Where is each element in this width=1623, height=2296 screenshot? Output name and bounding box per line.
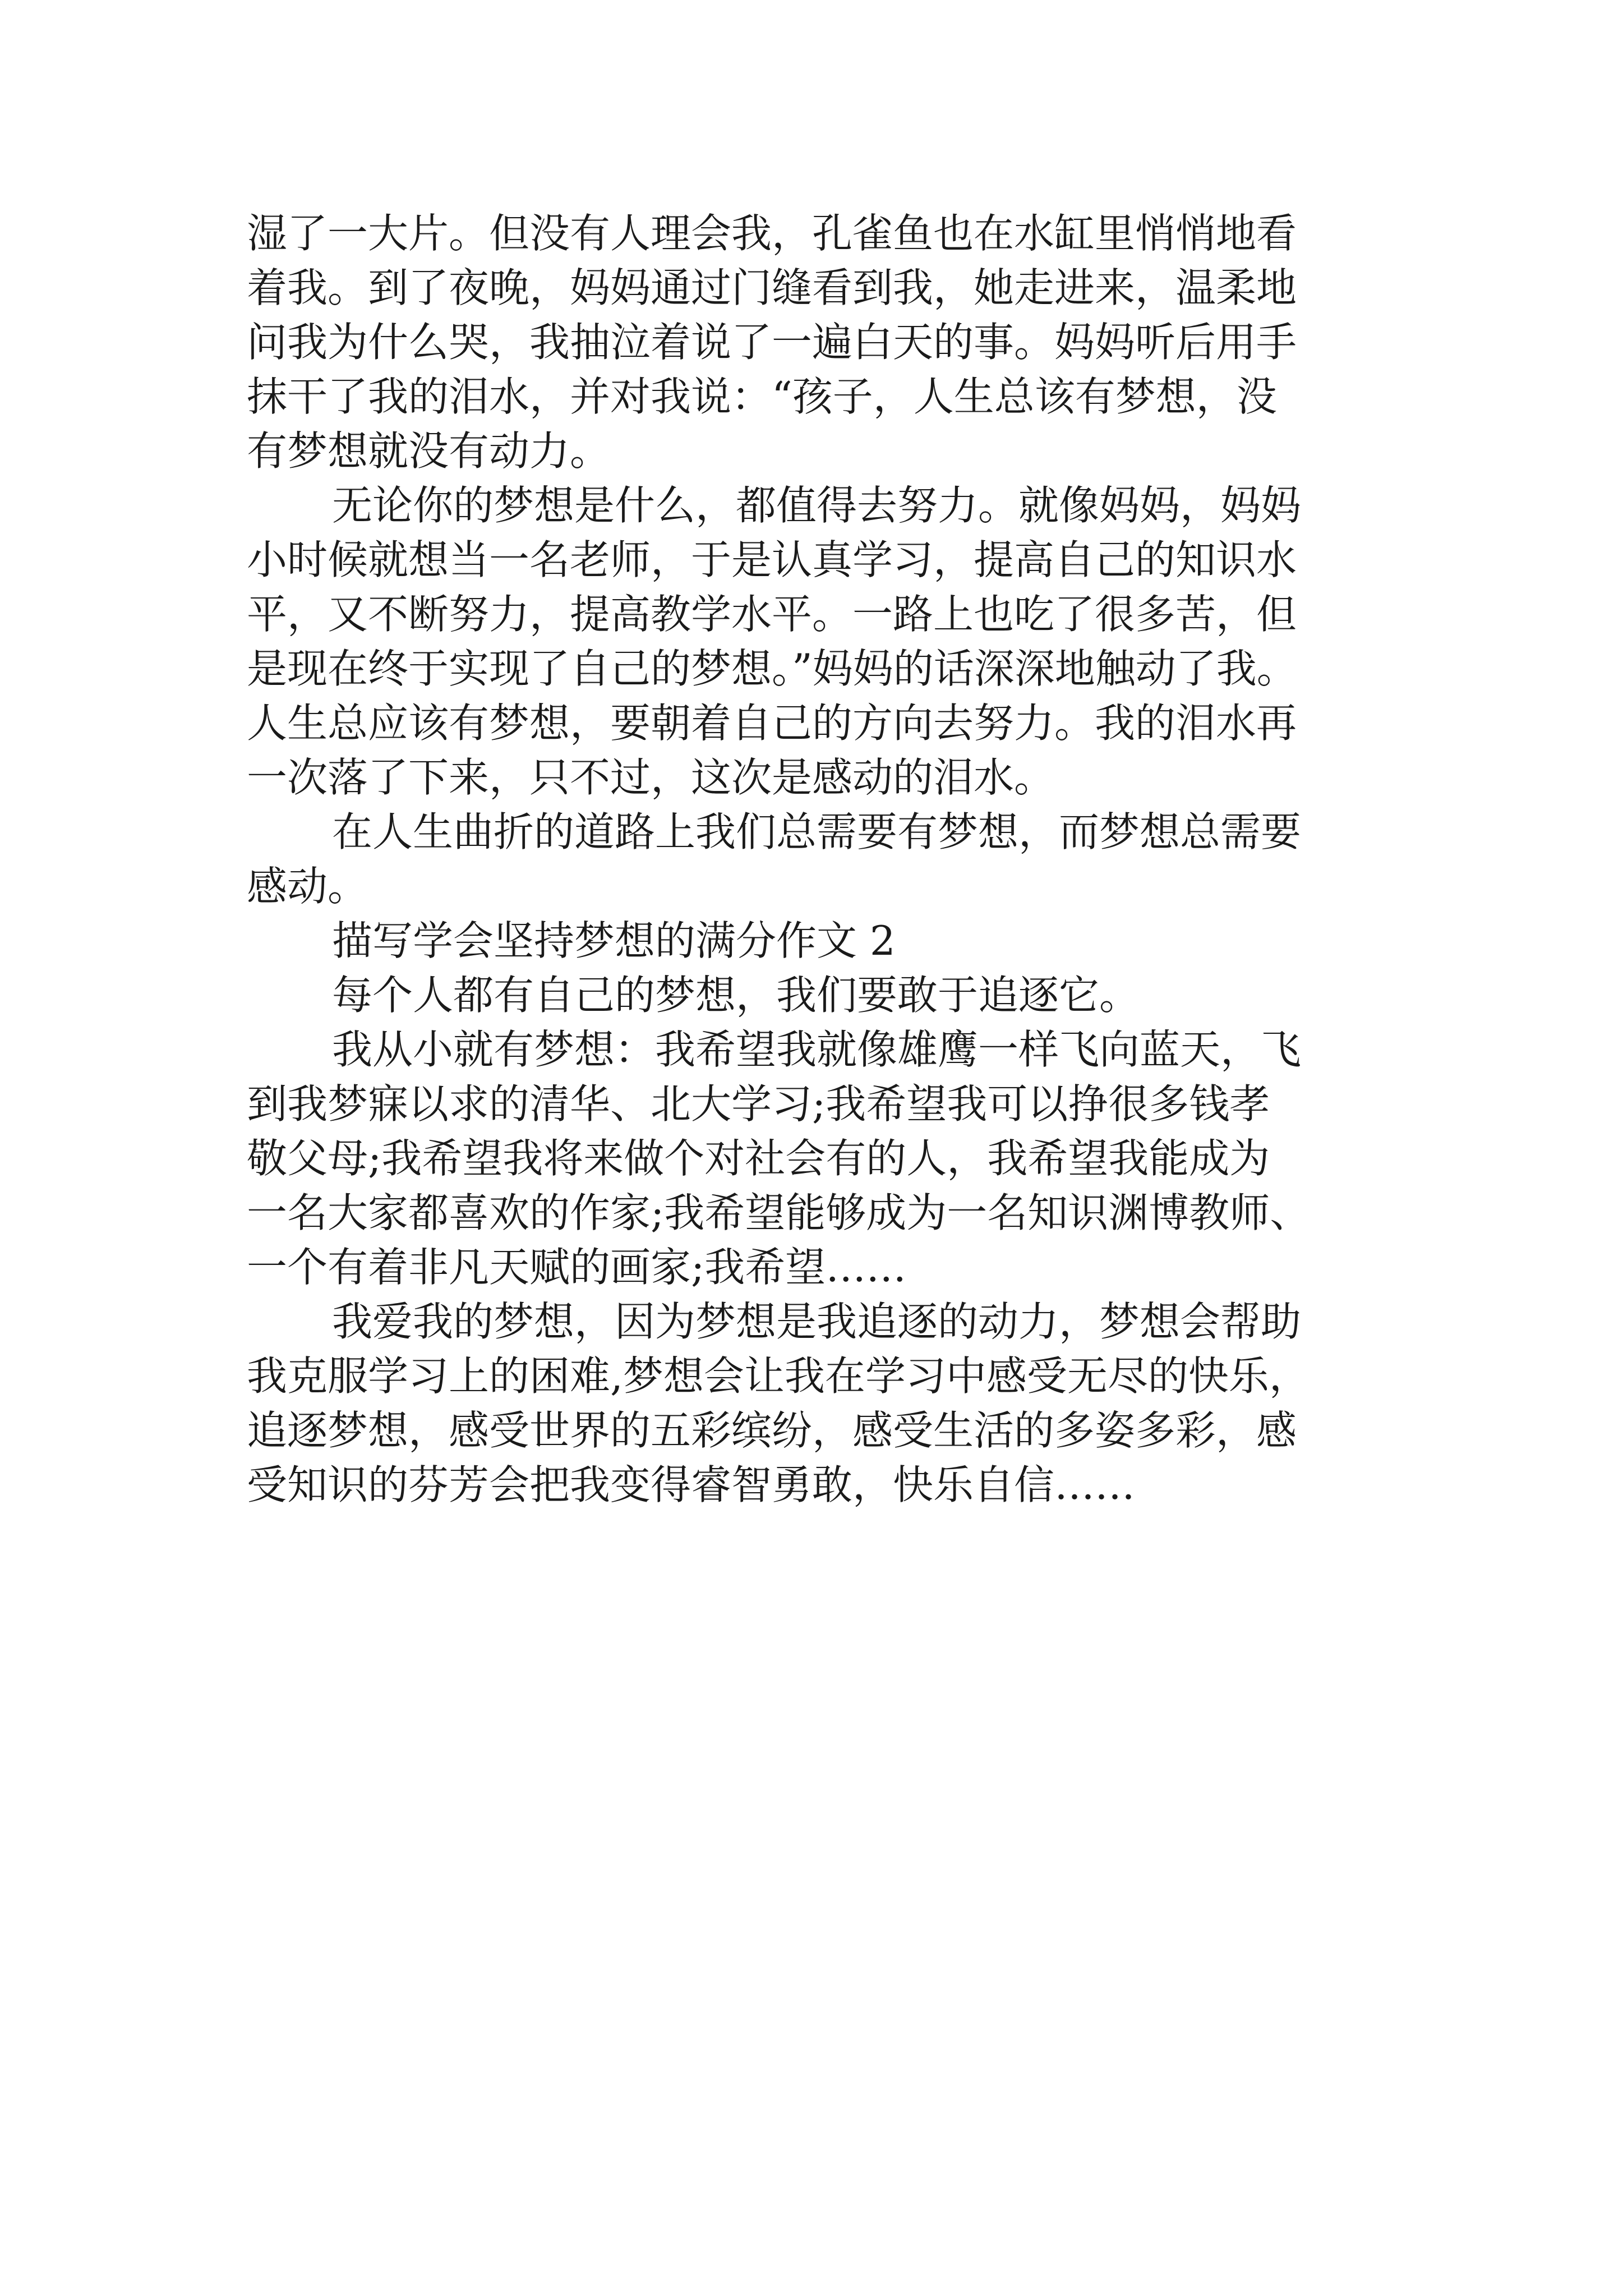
paragraph-start-line: 无论你的梦想是什么，都值得去努力。就像妈妈，妈妈 <box>332 482 1302 529</box>
text-line: 着我。到了夜晚，妈妈通过门缝看到我，她走进来，温柔地 <box>247 264 1297 311</box>
text-line: 有梦想就没有动力。 <box>247 427 611 475</box>
text-line: 人生总应该有梦想，要朝着自己的方向去努力。我的泪水再 <box>247 700 1297 747</box>
text-line: 湿了一大片。但没有人理会我，孔雀鱼也在水缸里悄悄地看 <box>247 210 1297 257</box>
text-line: 平，又不断努力，提高教学水平。一路上也吃了很多苦，但 <box>247 591 1297 638</box>
text-line: 是现在终于实现了自己的梦想。”妈妈的话深深地触动了我。 <box>247 645 1297 692</box>
text-line: 一次落了下来，只不过，这次是感动的泪水。 <box>247 754 1055 801</box>
text-line: 小时候就想当一名老师，于是认真学习，提高自己的知识水 <box>247 536 1297 583</box>
text-line: 到我梦寐以求的清华、北大学习;我希望我可以挣很多钱孝 <box>247 1080 1270 1128</box>
text-line: 感动。 <box>247 863 368 910</box>
section-title: 描写学会坚持梦想的满分作文 2 <box>332 917 896 964</box>
text-line: 追逐梦想，感受世界的五彩缤纷，感受生活的多姿多彩，感 <box>247 1407 1297 1454</box>
text-line: 一名大家都喜欢的作家;我希望能够成为一名知识渊博教师、 <box>247 1189 1311 1236</box>
text-line: 敬父母;我希望我将来做个对社会有的人，我希望我能成为 <box>247 1135 1270 1182</box>
paragraph-start-line: 我从小就有梦想：我希望我就像雄鹰一样飞向蓝天，飞 <box>332 1026 1302 1073</box>
text-line: 抹干了我的泪水，并对我说：“孩子，人生总该有梦想，没 <box>247 373 1277 420</box>
text-line: 问我为什么哭，我抽泣着说了一遍白天的事。妈妈听后用手 <box>247 319 1297 366</box>
text-line: 一个有着非凡天赋的画家;我希望…… <box>247 1244 907 1291</box>
paragraph-start-line: 每个人都有自己的梦想，我们要敢于追逐它。 <box>332 972 1140 1019</box>
paragraph-start-line: 在人生曲折的道路上我们总需要有梦想，而梦想总需要 <box>332 808 1302 855</box>
text-line: 受知识的芬芳会把我变得睿智勇敢，快乐自信…… <box>247 1461 1136 1508</box>
text-line: 我克服学习上的困难,梦想会让我在学习中感受无尽的快乐， <box>247 1352 1310 1400</box>
paragraph-start-line: 我爱我的梦想，因为梦想是我追逐的动力，梦想会帮助 <box>332 1298 1302 1345</box>
